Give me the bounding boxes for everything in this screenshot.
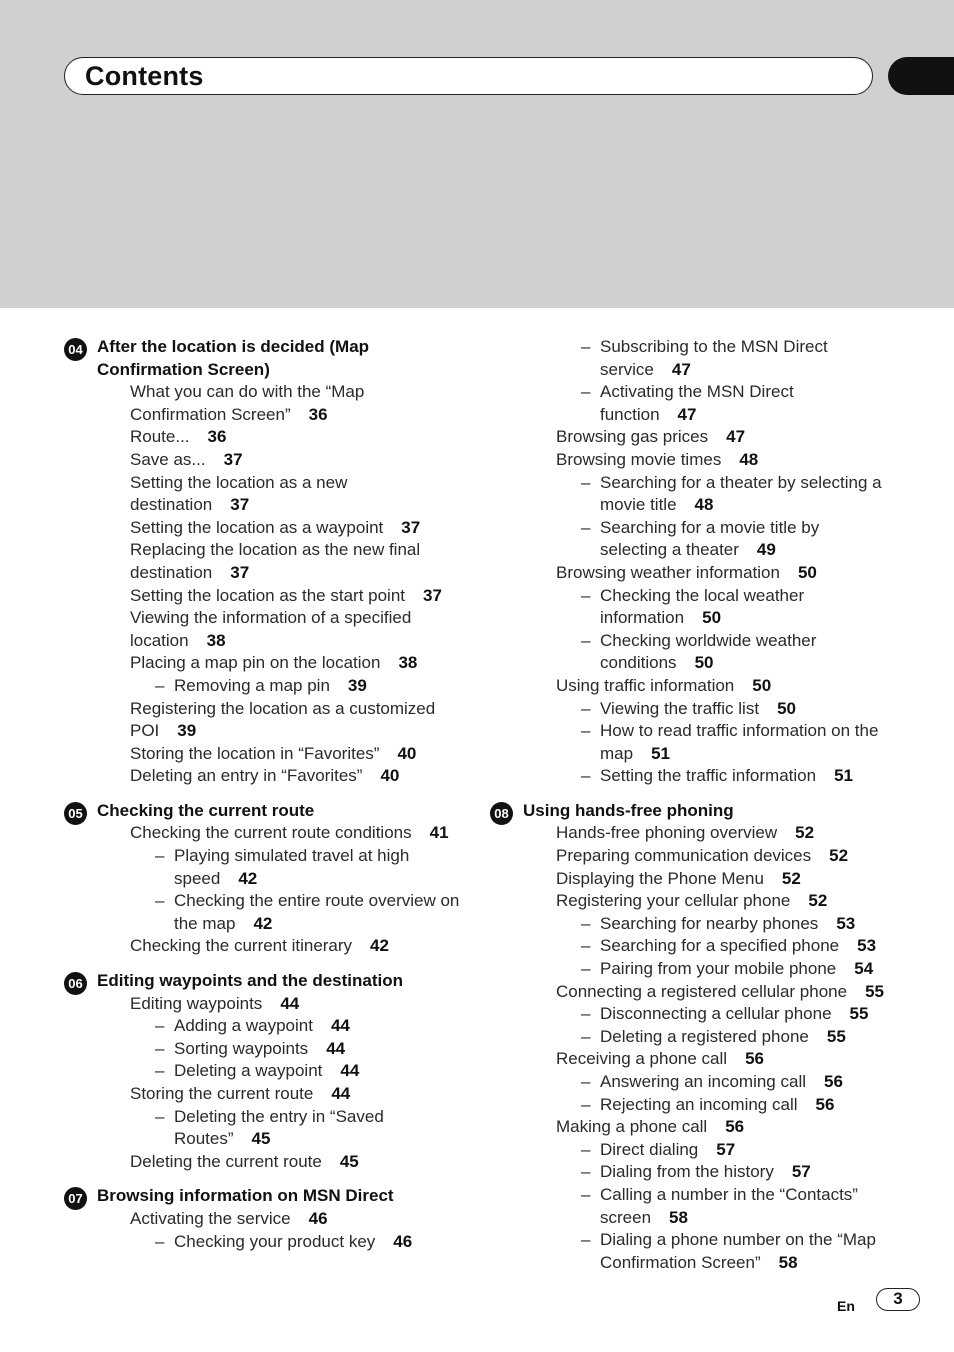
header-band [0, 0, 954, 308]
toc-entry-text: Making a phone call [556, 1117, 708, 1137]
toc-subentry[interactable] [523, 1026, 890, 1049]
toc-subentry[interactable] [97, 1231, 464, 1254]
toc-page-number: 47 [671, 359, 691, 379]
toc-entry-text: Activating the MSN Direct function [600, 382, 794, 424]
toc-entry[interactable] [97, 607, 464, 652]
toc-entry-text: Checking the current route conditions [130, 823, 412, 843]
toc-page-number: 51 [834, 766, 853, 786]
toc-entry-text: Storing the current route [130, 1084, 314, 1103]
toc-entry-text: Deleting the current route [130, 1151, 322, 1171]
toc-subentry[interactable] [97, 1106, 464, 1151]
toc-entry-text: Playing simulated travel at high speed [174, 846, 410, 888]
toc-entry-text: Answering an incoming call [600, 1072, 806, 1091]
toc-entry[interactable] [97, 935, 464, 958]
toc-entry-text: Setting the location as the start point [130, 585, 406, 605]
toc-page-number: 44 [331, 1084, 351, 1103]
toc-page-number: 40 [380, 766, 400, 786]
toc-page-number: 50 [702, 608, 722, 628]
dash-bullet: – [581, 472, 591, 492]
toc-entry-text: Rejecting an incoming call [600, 1094, 798, 1114]
toc-page-number: 37 [401, 517, 421, 537]
toc-subentry[interactable] [97, 1060, 464, 1083]
toc-page-number: 52 [781, 868, 801, 888]
toc-page-number: 52 [808, 891, 828, 911]
toc-entry-text: Registering the location as a customized POI [130, 698, 436, 741]
toc-page-number: 56 [745, 1049, 764, 1069]
toc-subentry[interactable] [523, 381, 890, 426]
toc-entry-text: Deleting a registered phone [600, 1026, 809, 1046]
dash-bullet: – [581, 585, 591, 605]
toc-entry-text: Checking worldwide weather conditions [600, 630, 817, 673]
dash-bullet: – [581, 959, 591, 979]
toc-page-number: 44 [326, 1038, 346, 1058]
toc-entry-text: What you can do with the “Map Confirmation Screen” [130, 382, 365, 424]
toc-page-number: 46 [393, 1231, 413, 1251]
toc-subentry[interactable] [523, 913, 890, 936]
chapter-number-badge: 07 [64, 1187, 87, 1210]
toc-entry-text: Checking the current itinerary [130, 936, 353, 956]
toc-entry[interactable] [523, 890, 890, 913]
toc-page-number: 47 [677, 404, 697, 424]
toc-entry[interactable] [97, 652, 464, 675]
dash-bullet: – [155, 1016, 165, 1036]
toc-entry-text: Hands-free phoning overview [556, 823, 778, 843]
toc-entry[interactable] [97, 1083, 464, 1106]
toc-section [64, 800, 464, 958]
toc-page-number: 56 [725, 1117, 745, 1137]
dash-bullet: – [155, 1061, 165, 1081]
toc-page-number: 55 [826, 1026, 846, 1046]
toc-subentry[interactable] [523, 958, 890, 981]
toc-entry-text: Receiving a phone call [556, 1049, 728, 1069]
toc-subentry[interactable] [97, 845, 464, 890]
chapter-number-badge: 05 [64, 802, 87, 825]
toc-page-number: 57 [791, 1162, 811, 1182]
toc-page-number: 50 [752, 675, 772, 695]
toc-subentry[interactable] [523, 935, 890, 958]
toc-entry-text: Searching for a theater by selecting a movie title [600, 472, 882, 515]
toc-entry-text: Searching for nearby phones [600, 913, 819, 933]
toc-entry-text: Save as... [130, 449, 206, 469]
toc-subentry[interactable] [97, 1038, 464, 1061]
toc-entry-text: Connecting a registered cellular phone [556, 981, 848, 1001]
toc-entry[interactable] [97, 381, 464, 426]
dash-bullet: – [581, 1004, 591, 1024]
toc-entry-text: Subscribing to the MSN Direct service [600, 337, 828, 379]
toc-section-body [64, 970, 464, 1173]
dash-bullet: – [581, 630, 591, 650]
dash-bullet: – [581, 936, 591, 956]
chapter-title[interactable]: Checking the current route [97, 800, 315, 820]
chapter-title[interactable]: Editing waypoints and the destination [97, 971, 404, 991]
toc-page-number: 51 [651, 743, 670, 763]
toc-entry-text: Deleting the entry in “Saved Routes” [174, 1106, 384, 1149]
toc-entry[interactable] [97, 765, 464, 788]
toc-page-number: 38 [398, 653, 418, 673]
dash-bullet: – [155, 891, 165, 911]
toc-page-number: 39 [347, 675, 367, 695]
toc-entry[interactable] [97, 743, 464, 766]
dash-bullet: – [155, 1106, 165, 1126]
chapter-number-badge: 06 [64, 972, 87, 995]
toc-page-number: 38 [206, 630, 226, 650]
dash-bullet: – [581, 913, 591, 933]
toc-page-number: 42 [238, 868, 258, 888]
toc-section-body [490, 800, 890, 1274]
toc-entry-text: Using traffic information [556, 675, 735, 695]
toc-entry-text: Adding a waypoint [174, 1016, 313, 1036]
toc-entry[interactable] [97, 993, 464, 1016]
dash-bullet: – [155, 1231, 165, 1251]
toc-entry[interactable] [523, 1116, 890, 1139]
toc-entry-text: Searching for a specified phone [600, 936, 840, 956]
dash-bullet: – [155, 846, 165, 866]
toc-subentry[interactable] [523, 1229, 890, 1274]
toc-subentry[interactable] [523, 698, 890, 721]
dash-bullet: – [581, 382, 591, 402]
toc-entry[interactable] [523, 1048, 890, 1071]
toc-entry-text: How to read traffic information on the map [600, 721, 879, 763]
toc-entry-text: Dialing a phone number on the “Map Confirmation Screen” [600, 1230, 876, 1272]
dash-bullet: – [581, 1094, 591, 1114]
toc-subentry[interactable] [523, 1071, 890, 1094]
chapter-title[interactable]: After the location is decided (Map Confirmation Screen) [97, 337, 370, 379]
dash-bullet: – [581, 1230, 591, 1250]
toc-page-number: 36 [207, 427, 227, 447]
toc-page-number: 49 [756, 540, 776, 560]
toc-entry-text: Removing a map pin [174, 675, 330, 695]
toc-page-number: 48 [739, 449, 759, 469]
toc-entry-text: Searching for a movie title by selecting a theater [600, 517, 820, 560]
toc-entry[interactable] [523, 449, 890, 472]
dash-bullet: – [581, 1072, 591, 1091]
toc-section [490, 336, 890, 788]
toc-left-column [64, 336, 464, 1265]
toc-entry-text: Disconnecting a cellular phone [600, 1004, 832, 1024]
dash-bullet: – [581, 766, 591, 786]
toc-entry-text: Registering your cellular phone [556, 891, 791, 911]
toc-entry[interactable] [523, 822, 890, 845]
toc-entry-text: Browsing gas prices [556, 427, 709, 447]
toc-page-number: 42 [370, 936, 389, 956]
toc-page-number: 48 [694, 495, 714, 515]
toc-page-number: 56 [824, 1072, 843, 1091]
toc-entry[interactable] [97, 585, 464, 608]
toc-subentry[interactable] [523, 517, 890, 562]
toc-entry-text: Deleting a waypoint [174, 1061, 323, 1081]
dash-bullet: – [581, 698, 591, 718]
toc-section-body [64, 800, 464, 958]
dash-bullet: – [155, 1038, 165, 1058]
toc-entry-text: Checking your product key [174, 1231, 376, 1251]
toc-page-number: 37 [230, 562, 250, 582]
toc-section [64, 1185, 464, 1253]
toc-page-number: 46 [308, 1208, 328, 1228]
toc-subentry[interactable] [523, 765, 890, 788]
toc-section-body [64, 336, 464, 788]
toc-page-number: 54 [854, 959, 874, 979]
toc-page-number: 45 [251, 1129, 271, 1149]
toc-entry[interactable] [97, 1208, 464, 1231]
toc-section-body [64, 1185, 464, 1253]
toc-page-number: 50 [797, 562, 817, 582]
toc-entry[interactable] [523, 426, 890, 449]
toc-entry[interactable] [97, 1151, 464, 1174]
dash-bullet: – [581, 337, 591, 356]
dash-bullet: – [581, 517, 591, 537]
toc-page-number: 50 [694, 653, 714, 673]
toc-entry-text: Browsing movie times [556, 449, 722, 469]
toc-entry-text: Setting the location as a new destination [130, 472, 348, 515]
toc-entry[interactable] [523, 675, 890, 698]
toc-section [490, 800, 890, 1274]
chapter-title[interactable]: Browsing information on MSN Direct [97, 1186, 394, 1206]
toc-section-body [490, 336, 890, 788]
toc-page-number: 58 [778, 1252, 798, 1272]
page-title: Contents [85, 61, 204, 91]
title-banner [64, 57, 873, 95]
toc-page-number: 36 [308, 404, 328, 424]
toc-subentry[interactable] [97, 675, 464, 698]
toc-entry-text: Deleting an entry in “Favorites” [130, 766, 363, 786]
toc-entry-text: Browsing weather information [556, 562, 780, 582]
toc-page-number: 47 [726, 427, 746, 447]
toc-page-number: 50 [777, 698, 796, 718]
toc-entry[interactable] [97, 539, 464, 584]
toc-page-number: 41 [429, 823, 449, 843]
toc-entry-text: Direct dialing [600, 1139, 699, 1159]
toc-subentry[interactable] [523, 1003, 890, 1026]
toc-right-column [490, 336, 890, 1286]
dash-bullet: – [581, 1184, 591, 1204]
toc-section [64, 970, 464, 1173]
toc-entry[interactable] [523, 868, 890, 891]
toc-entry[interactable] [523, 845, 890, 868]
dash-bullet: – [581, 1162, 591, 1182]
toc-page-number: 55 [865, 981, 884, 1001]
toc-page-number: 39 [177, 721, 197, 741]
toc-page-number: 37 [223, 449, 243, 469]
chapter-tab [888, 57, 954, 95]
toc-page-number: 57 [716, 1139, 736, 1159]
toc-entry[interactable] [523, 562, 890, 585]
toc-page-number: 40 [397, 743, 417, 763]
toc-subentry[interactable] [97, 1015, 464, 1038]
page-number: 3 [876, 1288, 920, 1311]
toc-subentry[interactable] [523, 336, 890, 381]
toc-subentry[interactable] [523, 720, 890, 765]
toc-entry[interactable] [523, 981, 890, 1004]
toc-entry-text: Replacing the location as the new final destination [130, 540, 421, 582]
toc-entry[interactable] [97, 822, 464, 845]
dash-bullet: – [581, 1026, 591, 1046]
toc-subentry[interactable] [523, 1184, 890, 1229]
toc-subentry[interactable] [523, 1161, 890, 1184]
toc-entry-text: Viewing the traffic list [600, 698, 760, 718]
toc-entry[interactable] [97, 698, 464, 743]
toc-subentry[interactable] [523, 1094, 890, 1117]
chapter-number-badge: 04 [64, 338, 87, 361]
toc-entry-text: Dialing from the history [600, 1162, 774, 1182]
toc-subentry[interactable] [97, 890, 464, 935]
toc-page-number: 53 [857, 936, 877, 956]
chapter-number-badge: 08 [490, 802, 513, 825]
toc-page-number: 37 [423, 585, 442, 605]
toc-entry-text: Setting the traffic information [600, 766, 817, 786]
toc-page-number: 44 [280, 993, 300, 1013]
toc-page-number: 56 [815, 1094, 835, 1114]
toc-entry-text: Activating the service [130, 1208, 291, 1228]
toc-page-number: 44 [330, 1016, 350, 1036]
toc-entry-text: Viewing the information of a specified location [130, 608, 412, 650]
toc-entry-text: Checking the local weather information [600, 585, 805, 628]
toc-subentry[interactable] [523, 472, 890, 517]
toc-page-number: 52 [795, 823, 815, 843]
toc-page-number: 53 [836, 913, 856, 933]
toc-entry-text: Pairing from your mobile phone [600, 959, 837, 979]
toc-section [64, 336, 464, 788]
toc-entry-text: Preparing communication devices [556, 846, 812, 866]
toc-page-number: 37 [230, 495, 250, 515]
toc-page-number: 55 [849, 1004, 869, 1024]
toc-page-number: 45 [339, 1151, 359, 1171]
toc-entry-text: Storing the location in “Favorites” [130, 743, 380, 763]
toc-page-number: 42 [253, 913, 273, 933]
toc-entry-text: Route... [130, 427, 190, 447]
toc-entry[interactable] [97, 449, 464, 472]
toc-entry[interactable] [97, 426, 464, 449]
chapter-title[interactable]: Using hands-free phoning [523, 800, 734, 820]
toc-page-number: 58 [669, 1207, 688, 1227]
dash-bullet: – [581, 1139, 591, 1159]
toc-entry-text: Editing waypoints [130, 993, 263, 1013]
toc-page-number: 44 [340, 1061, 360, 1081]
dash-bullet: – [155, 675, 165, 695]
toc-page-number: 52 [829, 846, 849, 866]
toc-entry-text: Calling a number in the “Contacts” screen [600, 1184, 858, 1227]
language-label: En [837, 1298, 855, 1314]
toc-entry-text: Checking the entire route overview on the map [174, 891, 460, 933]
toc-entry[interactable] [97, 472, 464, 517]
toc-entry[interactable] [97, 517, 464, 540]
dash-bullet: – [581, 721, 591, 741]
toc-entry-text: Setting the location as a waypoint [130, 517, 384, 537]
toc-entry-text: Placing a map pin on the location [130, 653, 381, 673]
toc-subentry[interactable] [523, 585, 890, 630]
toc-subentry[interactable] [523, 630, 890, 675]
toc-entry-text: Sorting waypoints [174, 1038, 309, 1058]
toc-entry-text: Displaying the Phone Menu [556, 868, 764, 888]
toc-subentry[interactable] [523, 1139, 890, 1162]
